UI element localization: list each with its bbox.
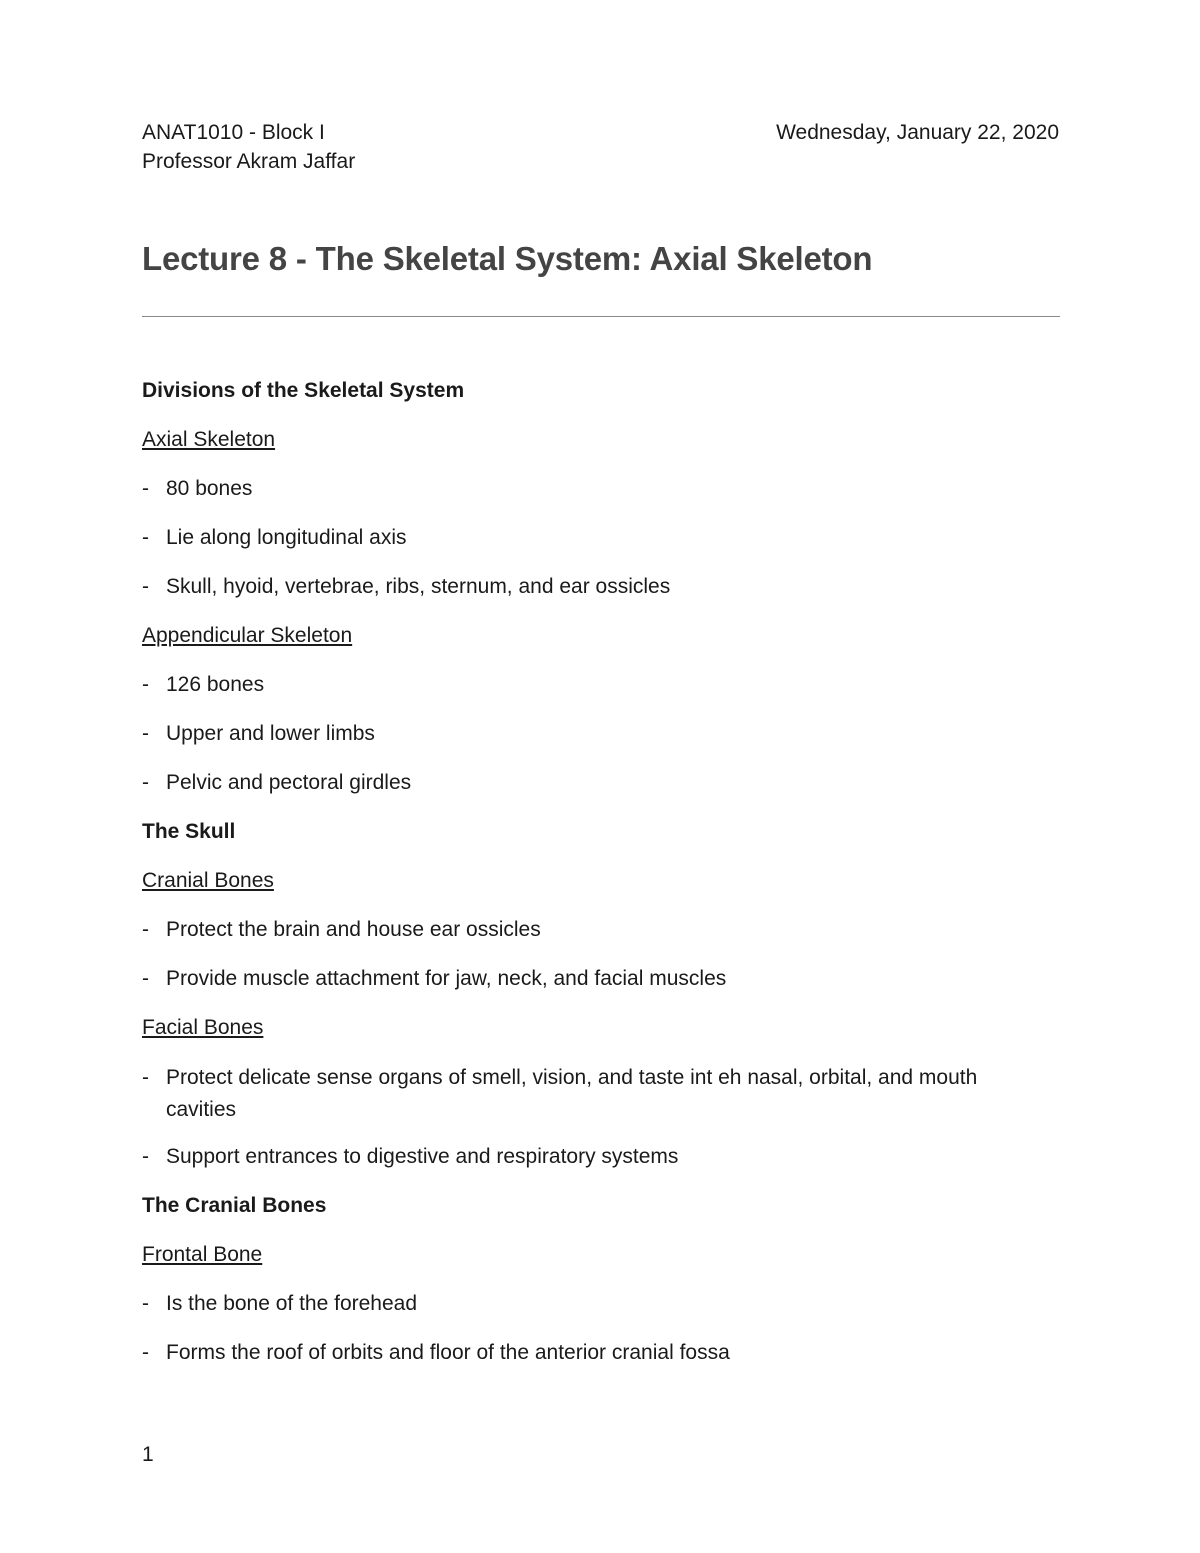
course-label: ANAT1010 - Block I: [142, 121, 325, 144]
bullet-dash: -: [142, 1341, 149, 1364]
professor-label: Professor Akram Jaffar: [142, 150, 356, 173]
list-item-text: Is the bone of the forehead: [166, 1292, 418, 1315]
page-title: Lecture 8 - The Skeletal System: Axial Skeleton: [142, 240, 873, 277]
list-item: [142, 1142, 1042, 1191]
list-item: [142, 523, 1042, 572]
list-item-text: 80 bones: [166, 477, 253, 500]
section-heading-divisions: Divisions of the Skeletal System: [142, 379, 465, 402]
list-item-text: Lie along longitudinal axis: [166, 526, 407, 549]
section-heading-cranial-bones: The Cranial Bones: [142, 1194, 327, 1217]
section-heading-skull: The Skull: [142, 820, 236, 843]
list-item: [142, 1338, 1042, 1387]
list-item-text: Upper and lower limbs: [166, 722, 375, 745]
list-item-text: Protect the brain and house ear ossicles: [166, 918, 541, 941]
page-number: 1: [142, 1443, 154, 1466]
bullet-dash: -: [142, 967, 149, 990]
title-divider: [142, 316, 1060, 317]
list-item-text: Skull, hyoid, vertebrae, ribs, sternum, and ear ossicles: [166, 575, 671, 598]
bullet-dash: -: [142, 1066, 149, 1089]
list-item-text: Support entrances to digestive and respiratory systems: [166, 1145, 679, 1168]
list-item: [142, 964, 1042, 1013]
bullet-dash: -: [142, 771, 149, 794]
list-item-text: 126 bones: [166, 673, 265, 696]
bullet-dash: -: [142, 918, 149, 941]
subheading-frontal-bone: Frontal Bone: [142, 1243, 263, 1266]
subheading-axial-skeleton: Axial Skeleton: [142, 428, 276, 451]
list-item-text: Forms the roof of orbits and floor of the anterior cranial fossa: [166, 1341, 730, 1364]
header-left: [142, 118, 355, 176]
list-item: [142, 474, 1042, 523]
list-item-text: Provide muscle attachment for jaw, neck, and facial muscles: [166, 967, 727, 990]
header-date: Wednesday, January 22, 2020: [776, 121, 1059, 144]
list-item: [142, 572, 1042, 621]
list-item-text: Pelvic and pectoral girdles: [166, 771, 412, 794]
bullet-dash: -: [142, 1292, 149, 1315]
list-item: [142, 719, 1042, 768]
subheading-facial-bones: Facial Bones: [142, 1016, 264, 1039]
subheading-cranial-bones: Cranial Bones: [142, 869, 274, 892]
bullet-dash: -: [142, 722, 149, 745]
list-item-text: Protect delicate sense organs of smell, vision, and taste int eh nasal, orbital, and mouth cavities: [166, 1066, 978, 1121]
list-item: [142, 768, 1042, 817]
lecture-content: [142, 376, 1042, 1387]
bullet-dash: -: [142, 673, 149, 696]
bullet-dash: -: [142, 575, 149, 598]
bullet-dash: -: [142, 477, 149, 500]
list-item: [142, 670, 1042, 719]
bullet-dash: -: [142, 526, 149, 549]
subheading-appendicular-skeleton: Appendicular Skeleton: [142, 624, 353, 647]
list-item: [142, 1289, 1042, 1338]
list-item: [142, 1062, 1042, 1142]
bullet-dash: -: [142, 1145, 149, 1168]
list-item: [142, 915, 1042, 964]
